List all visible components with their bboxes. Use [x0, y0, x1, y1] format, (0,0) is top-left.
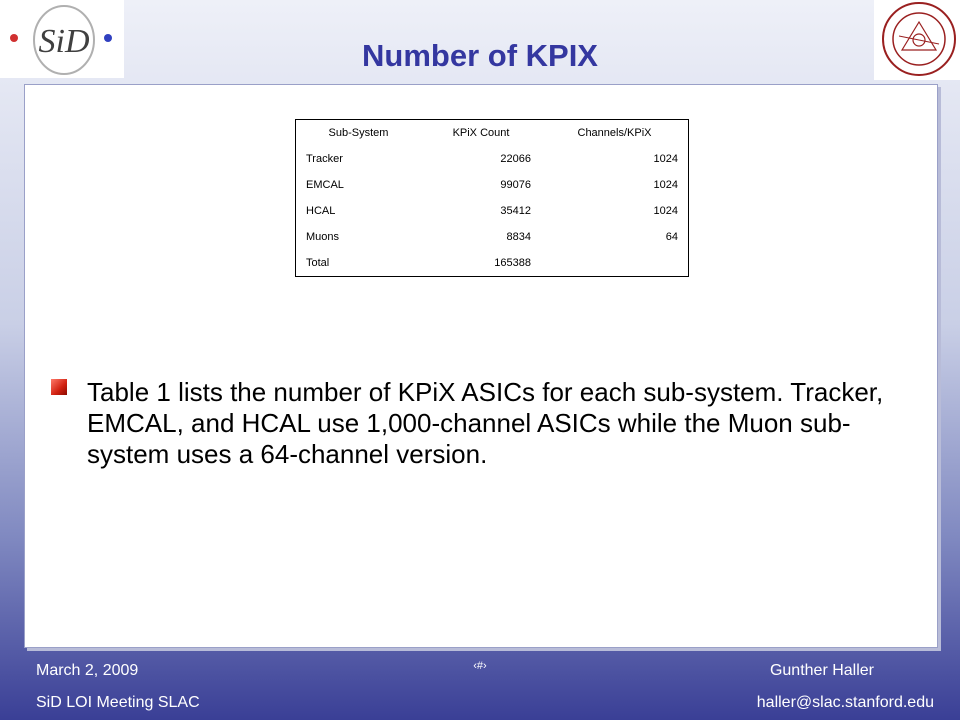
footer-author: Gunther Haller	[769, 662, 874, 679]
bullet-text: Table 1 lists the number of KPiX ASICs for each sub-system. Tracker, EMCAL, and HCAL use 1,000-channel ASICs while the Muon sub-system uses a 64-channel version.	[87, 377, 884, 469]
table-cell: Total	[306, 257, 330, 269]
bullet-item	[51, 377, 891, 470]
kpix-table	[295, 119, 689, 277]
table-row	[296, 172, 689, 198]
table-row-total	[296, 250, 689, 277]
sid-logo-text: SiD	[38, 23, 90, 60]
table-header-row	[296, 120, 689, 147]
table-cell: Muons	[306, 231, 340, 243]
footer-page-number: ‹#›	[473, 660, 487, 672]
table-cell: 8834	[506, 231, 531, 243]
table-cell: 22066	[500, 153, 531, 165]
bullet-square-icon	[51, 379, 67, 395]
table-cell: 35412	[500, 205, 531, 217]
table-cell: 165388	[494, 257, 531, 269]
header-channels-per-kpix: Channels/KPiX	[577, 127, 652, 139]
table-cell: EMCAL	[306, 179, 344, 191]
table-cell: 1024	[653, 179, 678, 191]
header-sub-system: Sub-System	[328, 127, 389, 139]
table-cell: 99076	[500, 179, 531, 191]
header-kpix-count: KPiX Count	[452, 127, 510, 139]
table-cell: 1024	[653, 205, 678, 217]
table-row	[296, 146, 689, 172]
table-cell: HCAL	[306, 205, 336, 217]
table-cell: Tracker	[306, 153, 343, 165]
table-cell: 64	[665, 231, 678, 243]
table-row	[296, 198, 689, 224]
footer-meeting: SiD LOI Meeting SLAC	[36, 694, 200, 711]
table-cell: 1024	[653, 153, 678, 165]
content-panel	[24, 84, 938, 648]
footer-email: haller@slac.stanford.edu	[756, 694, 934, 711]
table-cell	[541, 250, 689, 277]
footer-date: March 2, 2009	[36, 662, 139, 679]
table-row	[296, 224, 689, 250]
slide-title: Number of KPIX	[362, 38, 598, 73]
